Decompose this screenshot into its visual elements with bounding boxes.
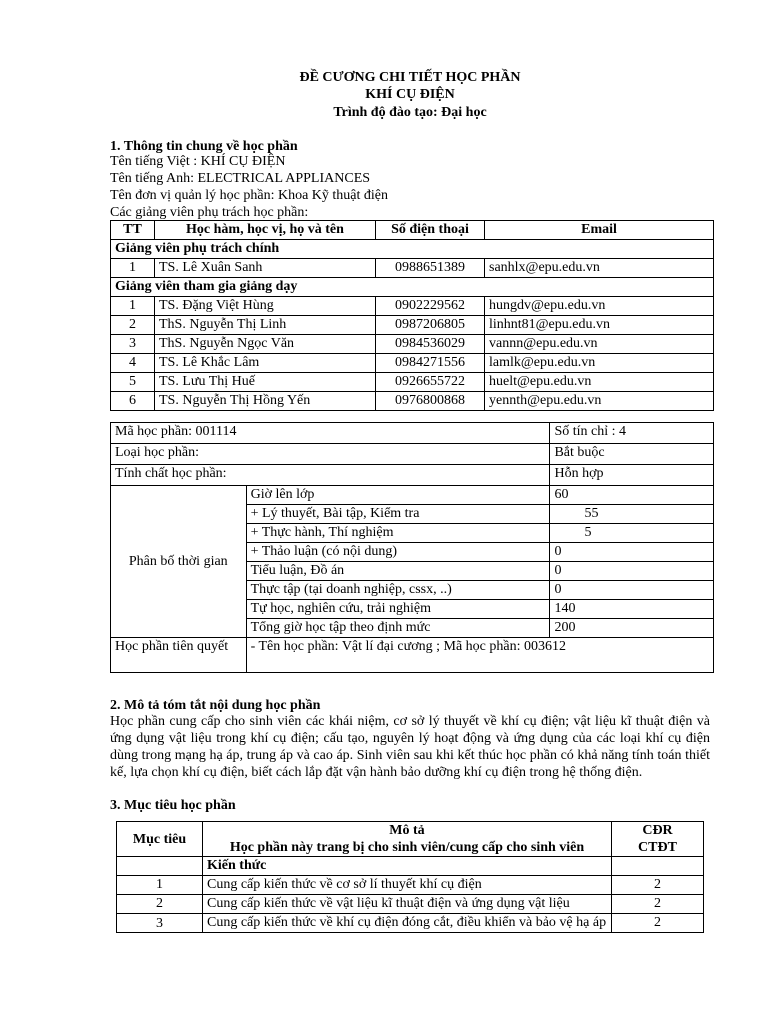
table-row <box>111 259 714 278</box>
goal-number: 3 <box>117 914 203 933</box>
goal-description: Cung cấp kiến thức về vật liệu kĩ thuật điện và ứng dụng vật liệu <box>203 895 612 914</box>
time-row-value: 0 <box>550 581 714 600</box>
time-row-value: 0 <box>550 543 714 562</box>
section3-heading: 3. Mục tiêu học phần <box>110 798 236 813</box>
course-type-label: Loại học phần: <box>111 444 550 465</box>
time-row-label: Tiểu luận, Đồ án <box>246 562 550 581</box>
time-row-label: + Lý thuyết, Bài tập, Kiểm tra <box>246 505 550 524</box>
col-email: Email <box>485 221 714 240</box>
col-description-subtitle: Học phần này trang bị cho sinh viên/cung cấp cho sinh viên <box>229 840 585 855</box>
cell-email: lamlk@epu.edu.vn <box>485 354 714 373</box>
table-row <box>111 297 714 316</box>
time-row-value: 0 <box>550 562 714 581</box>
empty-cell <box>612 857 704 876</box>
goal-cdr: 2 <box>612 876 704 895</box>
col-phone: Số điện thoại <box>376 221 485 240</box>
section2-text: Học phần cung cấp cho sinh viên các khái niệm, cơ sở lý thuyết về khí cụ điện; vật liệu kĩ thuật điện và ứng dụng vật liệu trong khí cụ điện; cấu tạo, nguyên lý hoạt động và ứng dụng của các loại khí cụ điện dùng trong mạng hạ áp, trung áp và cao áp. Sinh viên sau khi kết thúc học phần có khả năng tính toán thiết kế, lựa chọn khí cụ điện, biết cách lắp đặt vận hành bảo dưỡng khí cụ điện trong hệ thống điện. <box>110 714 710 780</box>
course-nature-label: Tính chất học phần: <box>111 465 550 486</box>
time-row-label: Giờ lên lớp <box>246 486 550 505</box>
time-row-value: 5 <box>550 524 714 543</box>
time-row-label: + Thảo luận (có nội dung) <box>246 543 550 562</box>
name-en: Tên tiếng Anh: ELECTRICAL APPLIANCES <box>110 171 371 186</box>
table-row <box>111 444 714 465</box>
course-type-value: Bắt buộc <box>550 444 714 465</box>
time-distribution-label: Phân bố thời gian <box>111 486 247 638</box>
table-row <box>111 486 714 505</box>
group-row <box>111 278 714 297</box>
table-header-row <box>117 822 704 857</box>
cell-phone: 0987206805 <box>376 316 485 335</box>
cell-tt: 6 <box>111 392 155 411</box>
group-row <box>117 857 704 876</box>
cell-name: TS. Nguyễn Thị Hồng Yến <box>155 392 376 411</box>
prerequisite-label: Học phần tiên quyết <box>111 638 247 673</box>
name-vi: Tên tiếng Việt : KHÍ CỤ ĐIỆN <box>110 154 286 169</box>
col-cdr-line1: CĐR <box>642 823 673 838</box>
cell-email: yennth@epu.edu.vn <box>485 392 714 411</box>
table-row <box>111 335 714 354</box>
table-row <box>117 914 704 933</box>
doc-subject: KHÍ CỤ ĐIỆN <box>365 87 455 102</box>
col-tt: TT <box>111 221 155 240</box>
cell-name: TS. Đặng Việt Hùng <box>155 297 376 316</box>
time-row-value: 60 <box>550 486 714 505</box>
time-row-label: Tự học, nghiên cứu, trải nghiệm <box>246 600 550 619</box>
table-row <box>111 354 714 373</box>
cell-email: vannn@epu.edu.vn <box>485 335 714 354</box>
col-description <box>203 822 612 857</box>
time-row-value: 55 <box>550 505 714 524</box>
time-row-label: Tổng giờ học tập theo định mức <box>246 619 550 638</box>
time-row-label: + Thực hành, Thí nghiệm <box>246 524 550 543</box>
goal-number: 1 <box>117 876 203 895</box>
table-row <box>111 316 714 335</box>
section2-heading: 2. Mô tả tóm tắt nội dung học phần <box>110 698 321 713</box>
cell-tt: 5 <box>111 373 155 392</box>
col-description-title: Mô tả <box>389 823 425 838</box>
table-header-row <box>111 221 714 240</box>
goals-table <box>116 821 704 933</box>
cell-email: hungdv@epu.edu.vn <box>485 297 714 316</box>
prerequisite-value: - Tên học phần: Vật lí đại cương ; Mã học phần: 003612 <box>246 638 713 673</box>
course-info-table <box>110 422 714 673</box>
cell-tt: 1 <box>111 297 155 316</box>
managing-unit: Tên đơn vị quản lý học phần: Khoa Kỹ thuật điện <box>110 188 389 203</box>
time-row-value: 140 <box>550 600 714 619</box>
col-name: Học hàm, học vị, họ và tên <box>155 221 376 240</box>
table-row <box>111 423 714 444</box>
course-code: Mã học phần: 001114 <box>111 423 550 444</box>
section1-heading: 1. Thông tin chung về học phần <box>110 139 298 154</box>
cell-name: ThS. Nguyễn Ngọc Văn <box>155 335 376 354</box>
goal-description: Cung cấp kiến thức về khí cụ điện đóng cắt, điều khiển và bảo vệ hạ áp <box>203 914 612 933</box>
cell-phone: 0902229562 <box>376 297 485 316</box>
course-credits: Số tín chỉ : 4 <box>550 423 714 444</box>
table-row <box>111 373 714 392</box>
cell-name: TS. Lê Xuân Sanh <box>155 259 376 278</box>
cell-phone: 0984271556 <box>376 354 485 373</box>
cell-email: huelt@epu.edu.vn <box>485 373 714 392</box>
cell-phone: 0988651389 <box>376 259 485 278</box>
col-goal: Mục tiêu <box>117 822 203 857</box>
lecturers-table <box>110 220 714 411</box>
goal-cdr: 2 <box>612 895 704 914</box>
group-knowledge: Kiến thức <box>203 857 612 876</box>
cell-name: TS. Lê Khắc Lâm <box>155 354 376 373</box>
table-row <box>111 392 714 411</box>
goal-cdr: 2 <box>612 914 704 933</box>
cell-name: ThS. Nguyễn Thị Linh <box>155 316 376 335</box>
cell-phone: 0984536029 <box>376 335 485 354</box>
group-teaching-lecturers: Giảng viên tham gia giảng dạy <box>111 278 714 297</box>
course-nature-value: Hỗn hợp <box>550 465 714 486</box>
cell-phone: 0976800868 <box>376 392 485 411</box>
cell-tt: 2 <box>111 316 155 335</box>
table-row <box>117 876 704 895</box>
lecturers-intro: Các giảng viên phụ trách học phần: <box>110 205 309 220</box>
cell-tt: 4 <box>111 354 155 373</box>
col-cdr-line2: CTĐT <box>638 840 677 855</box>
cell-name: TS. Lưu Thị Huế <box>155 373 376 392</box>
table-row <box>111 638 714 673</box>
table-row <box>117 895 704 914</box>
cell-phone: 0926655722 <box>376 373 485 392</box>
group-row <box>111 240 714 259</box>
table-row <box>111 465 714 486</box>
group-main-lecturer: Giảng viên phụ trách chính <box>111 240 714 259</box>
empty-cell <box>117 857 203 876</box>
col-cdr <box>612 822 704 857</box>
cell-tt: 3 <box>111 335 155 354</box>
doc-level: Trình độ đào tạo: Đại học <box>333 105 487 120</box>
cell-email: linhnt81@epu.edu.vn <box>485 316 714 335</box>
doc-title: ĐỀ CƯƠNG CHI TIẾT HỌC PHẦN <box>299 70 521 85</box>
time-row-label: Thực tập (tại doanh nghiệp, cssx, ..) <box>246 581 550 600</box>
cell-email: sanhlx@epu.edu.vn <box>485 259 714 278</box>
time-row-value: 200 <box>550 619 714 638</box>
goal-description: Cung cấp kiến thức về cơ sở lí thuyết khí cụ điện <box>203 876 612 895</box>
cell-tt: 1 <box>111 259 155 278</box>
goal-number: 2 <box>117 895 203 914</box>
